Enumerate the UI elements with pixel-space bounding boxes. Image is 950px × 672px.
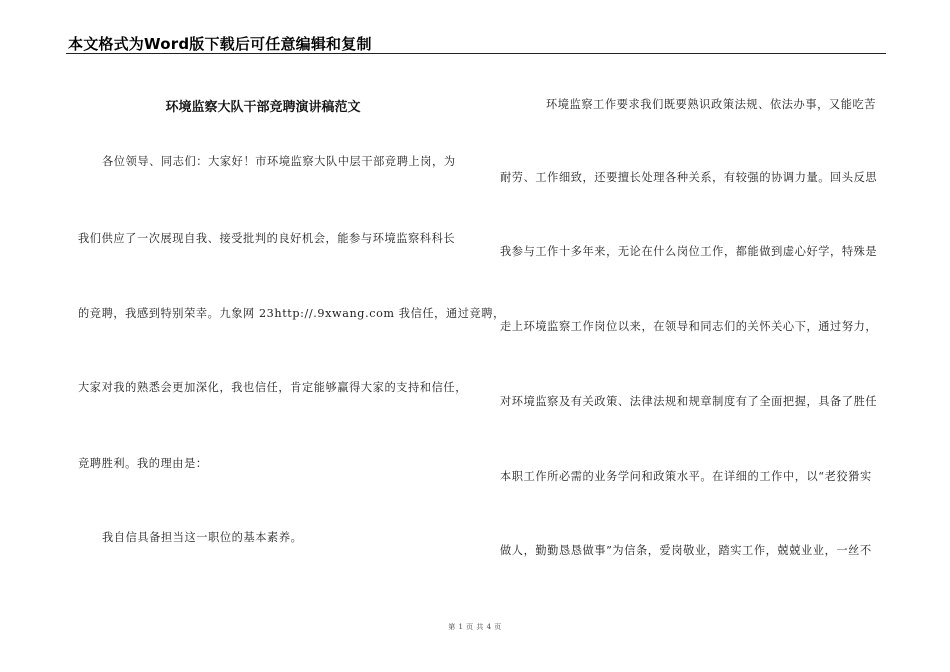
paragraph-line: 对环境监察及有关政策、法律法规和规章制度有了全面把握，具备了胜任 <box>500 395 878 408</box>
document-title: 环境监察大队干部竞聘演讲稿范文 <box>165 100 361 115</box>
paragraph-line: 各位领导、同志们：大家好！市环境监察大队中层干部竞聘上岗，为 <box>102 155 456 168</box>
paragraph-line: 走上环境监察工作岗位以来，在领导和同志们的关怀关心下，通过努力， <box>500 320 878 333</box>
paragraph-line: 我们供应了一次展现自我、接受批判的良好机会，能参与环境监察科科长 <box>78 232 456 245</box>
page-number-footer: 第 1 页 共 4 页 <box>448 623 502 631</box>
paragraph-line: 本职工作所必需的业务学问和政策水平。在详细的工作中，以“老狡猾实 <box>500 470 872 483</box>
paragraph-line: 的竞聘，我感到特别荣幸。九象网 23http://.9xwang.com 我信任，通过竞聘， <box>78 307 505 320</box>
paragraph-line: 我自信具备担当这一职位的基本素养。 <box>102 531 303 544</box>
paragraph-line: 环境监察工作要求我们既要熟识政策法规、依法办事，又能吃苦 <box>546 98 877 111</box>
paragraph-line: 做人，勤勤恳恳做事”为信条，爱岗敬业，踏实工作，兢兢业业，一丝不 <box>500 544 872 557</box>
header-title: 本文格式为Word版下载后可任意编辑和复制 <box>68 35 372 53</box>
header-divider <box>66 53 886 54</box>
paragraph-line: 大家对我的熟悉会更加深化，我也信任，肯定能够赢得大家的支持和信任， <box>78 381 467 394</box>
paragraph-line: 我参与工作十多年来，无论在什么岗位工作，都能做到虚心好学，特殊是 <box>500 245 878 258</box>
paragraph-line: 耐劳、工作细致，还要擅长处理各种关系，有较强的协调力量。回头反思 <box>500 171 878 184</box>
paragraph-line: 竞聘胜利。我的理由是： <box>78 457 208 470</box>
